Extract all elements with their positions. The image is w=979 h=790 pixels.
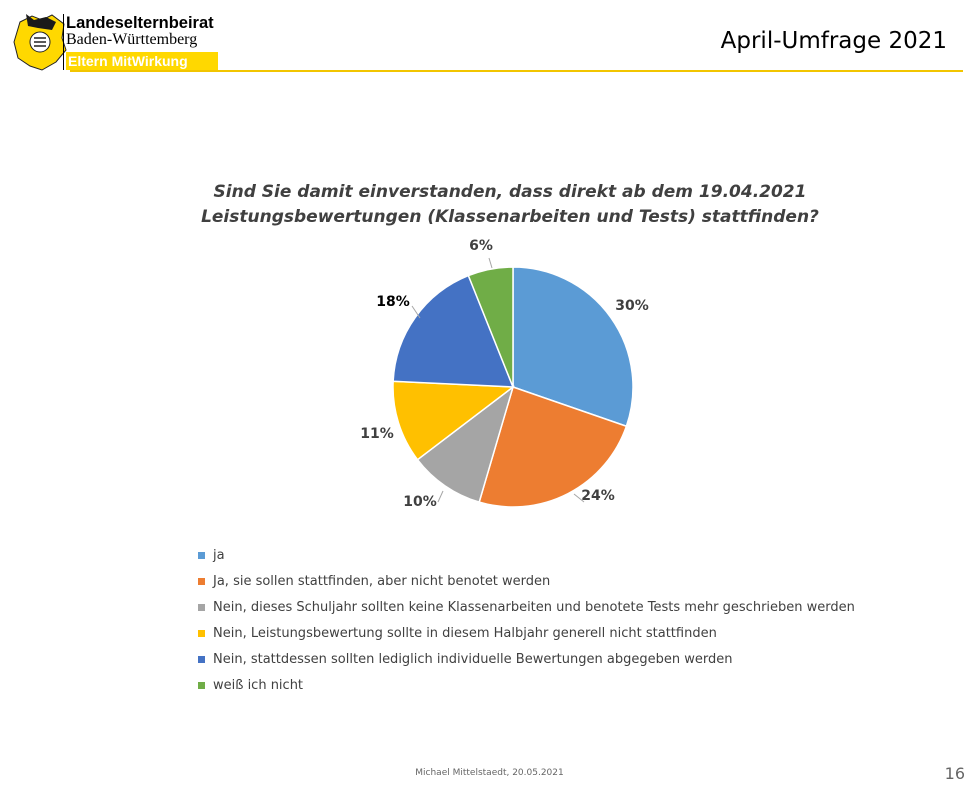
data-label-3: 10% [403, 494, 437, 510]
legend-swatch [198, 682, 205, 689]
chart-title-line2: Leistungsbewertungen (Klassenarbeiten und Tests) stattfinden? [201, 207, 819, 227]
chart-title-line1: Sind Sie damit einverstanden, dass direkt ab dem 19.04.2021 [213, 182, 807, 202]
legend-swatch [198, 630, 205, 637]
legend-item-5 [198, 646, 855, 672]
legend-label: weiß ich nicht [213, 677, 304, 693]
data-label-2: 24% [581, 488, 615, 504]
legend-swatch [198, 578, 205, 585]
org-slogan: Eltern MitWirkung [66, 52, 218, 70]
footer-author-date: Michael Mittelstaedt, 20.05.2021 [415, 768, 564, 778]
leader-line-3 [438, 491, 443, 502]
legend-item-4 [198, 620, 855, 646]
legend-swatch [198, 656, 205, 663]
legend-label: Nein, Leistungsbewertung sollte in diesem Halbjahr generell nicht stattfinden [213, 625, 717, 641]
legend-label: Ja, sie sollen stattfinden, aber nicht benotet werden [213, 573, 551, 589]
legend-item-6 [198, 672, 855, 698]
slide-title: April-Umfrage 2021 [720, 28, 947, 54]
legend-item-2 [198, 568, 855, 594]
data-label-5: 18% [376, 294, 410, 310]
legend-label: Nein, stattdessen sollten lediglich individuelle Bewertungen abgegeben werden [213, 651, 733, 667]
data-label-6: 6% [469, 238, 493, 254]
legend-swatch [198, 552, 205, 559]
legend-label: ja [213, 547, 225, 563]
legend-item-1 [198, 542, 855, 568]
org-name-line1: Landeselternbeirat [66, 14, 214, 32]
org-name-line2: Baden-Württemberg [66, 31, 198, 48]
legend-swatch [198, 604, 205, 611]
data-label-4: 11% [360, 426, 394, 442]
page-number: 16 [944, 764, 965, 783]
legend-item-3 [198, 594, 855, 620]
chart-legend [198, 542, 855, 698]
data-label-1: 30% [615, 298, 649, 314]
legend-label: Nein, dieses Schuljahr sollten keine Klassenarbeiten und benotete Tests mehr geschrieben werden [213, 599, 855, 615]
leader-line-6 [489, 258, 492, 268]
